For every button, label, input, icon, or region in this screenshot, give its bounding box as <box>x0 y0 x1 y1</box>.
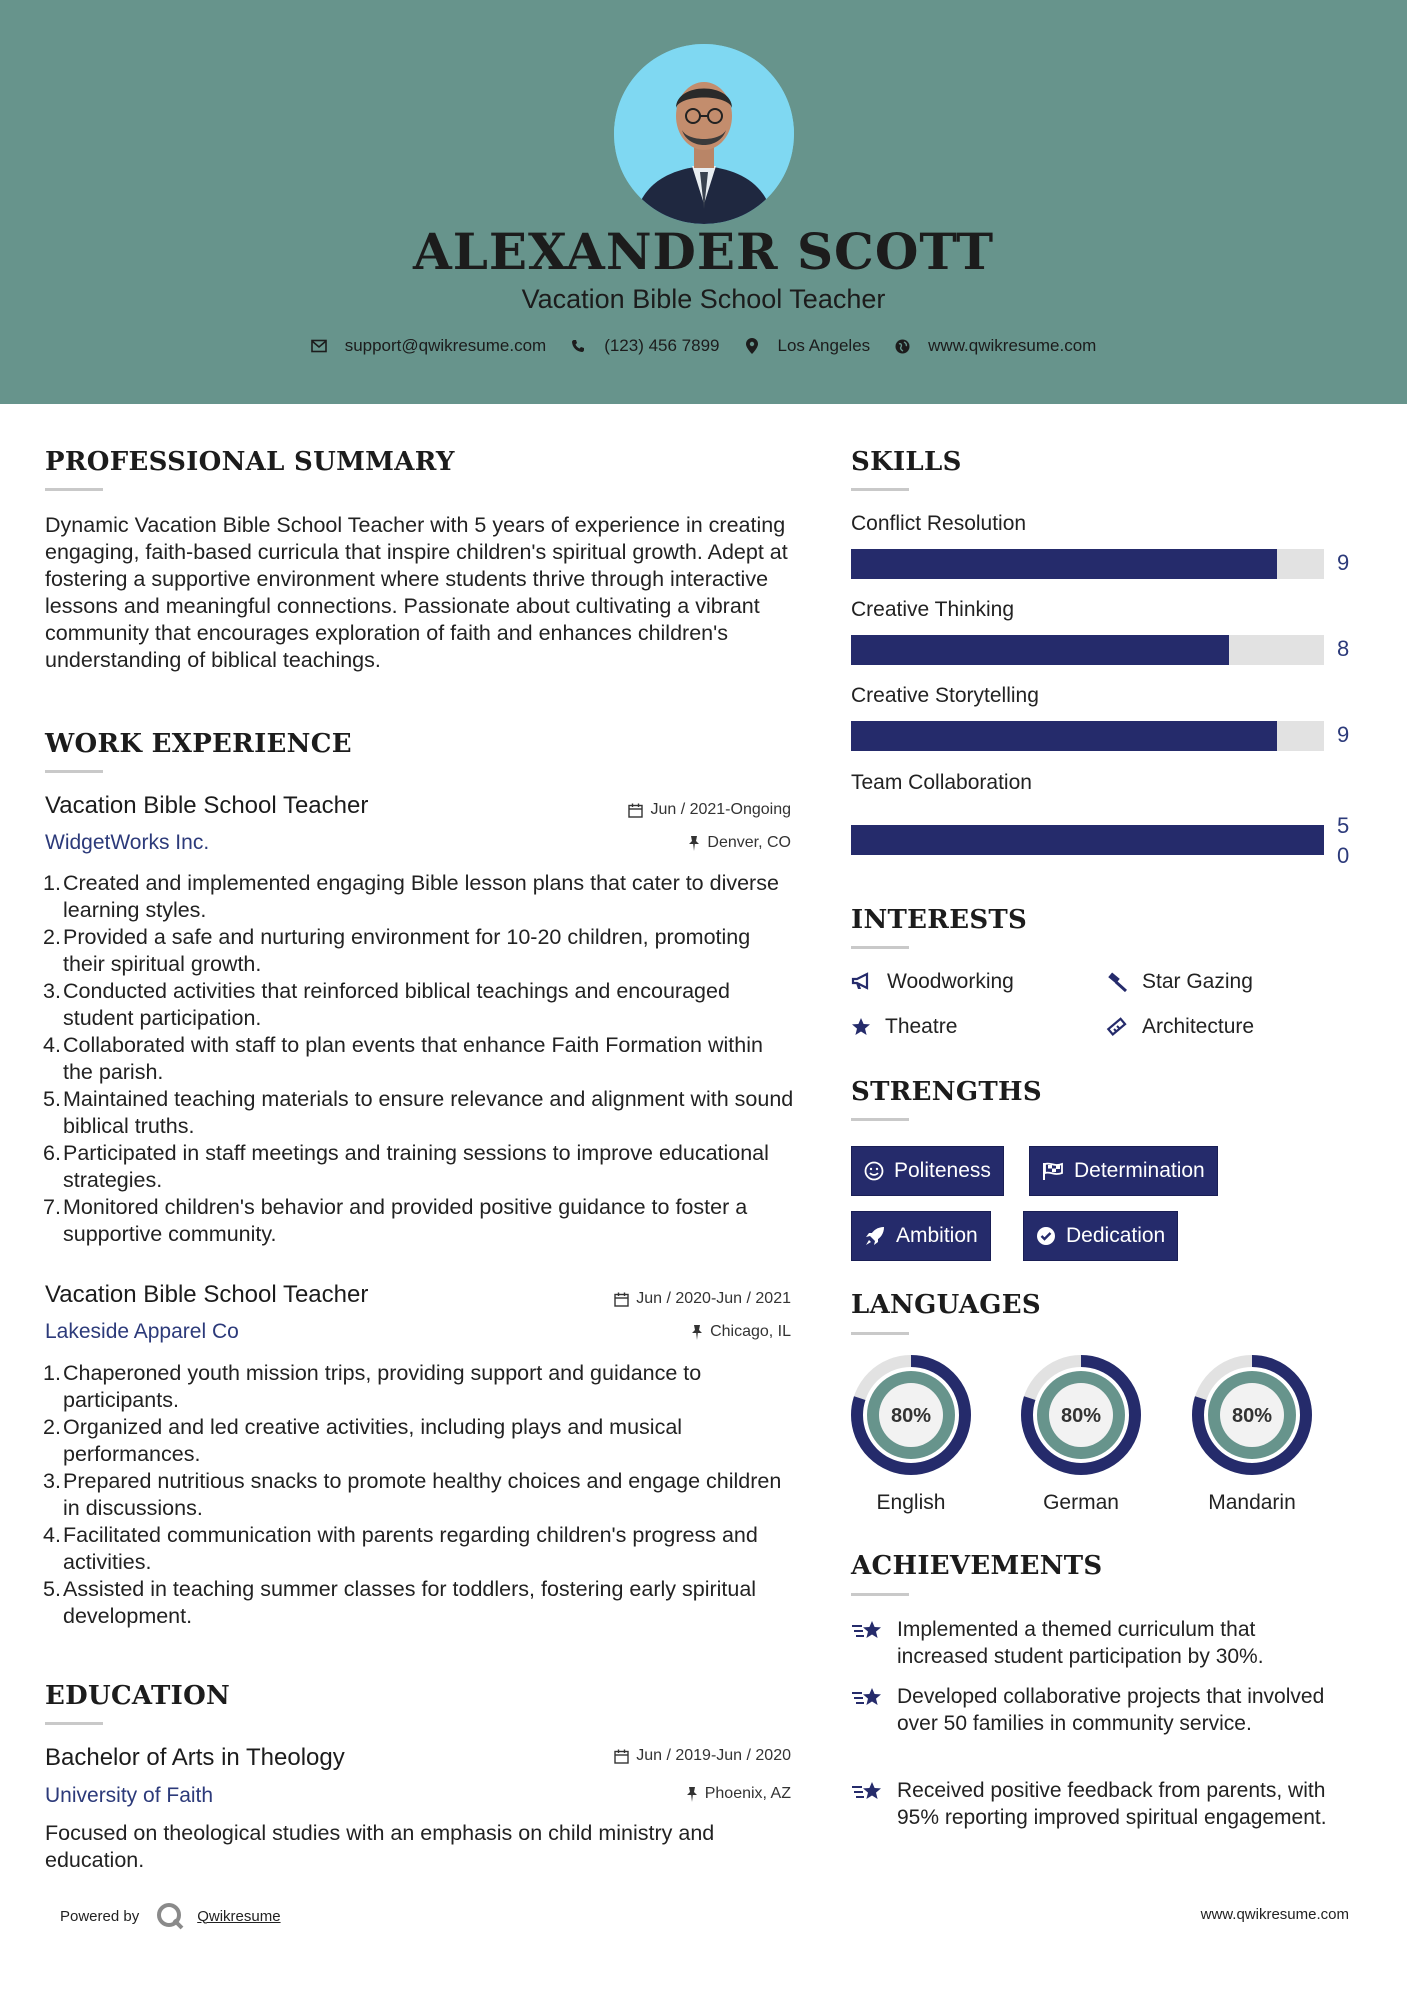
summary-underline <box>45 488 103 491</box>
education-description: Focused on theological studies with an emphasis on child ministry and education. <box>45 1821 715 1872</box>
qwikresume-link[interactable]: Qwikresume <box>197 1907 281 1925</box>
person-portrait-icon <box>614 44 794 224</box>
interest-label: Theatre <box>885 1015 958 1038</box>
qwikresume-logo-icon <box>155 1901 185 1931</box>
skill-value: 8 <box>1337 636 1350 661</box>
interest-item <box>851 1015 957 1039</box>
job-bullets <box>45 870 795 1248</box>
skill-bar-fill <box>851 549 1277 579</box>
achievement-item <box>851 1683 1341 1737</box>
job-location-text: Chicago, IL <box>710 1323 791 1340</box>
skill-bar-fill <box>851 721 1277 751</box>
list-item-text: Facilitated communication with parents regarding children's progress and activities. <box>63 1523 758 1574</box>
job-dates <box>500 801 791 819</box>
skill-bar <box>851 635 1324 665</box>
list-item-text: Chaperoned youth mission trips, providing support and guidance to participants. <box>63 1361 702 1412</box>
interest-item <box>1106 970 1253 994</box>
skill-bar-fill <box>851 635 1229 665</box>
language-percent: 80% <box>1231 1405 1273 1427</box>
achievements-heading: ACHIEVEMENTS <box>851 1551 1103 1581</box>
education-dates <box>500 1747 791 1765</box>
school-name[interactable]: University of Faith <box>45 1784 214 1807</box>
strength-tag <box>1029 1146 1218 1196</box>
language-ring <box>849 1353 973 1477</box>
list-item: 1. Chaperoned youth mission trips, providing support and guidance to participants. <box>45 1360 795 1414</box>
candidate-role: Vacation Bible School Teacher <box>521 284 886 314</box>
envelope-icon <box>311 338 327 354</box>
list-item-text: Prepared nutritious snacks to promote healthy choices and engage children in discussions. <box>63 1469 782 1520</box>
list-item-text: Monitored children's behavior and provided positive guidance to foster a supportive community. <box>63 1195 748 1246</box>
list-item: 5. Assisted in teaching summer classes for toddlers, fostering early spiritual development. <box>45 1576 795 1630</box>
candidate-name: ALEXANDER SCOTT <box>412 222 995 281</box>
strengths-heading: STRENGTHS <box>851 1077 1042 1107</box>
calendar-icon <box>614 1292 629 1307</box>
language-name: English <box>876 1491 946 1514</box>
contact-location-text: Los Angeles <box>777 336 871 355</box>
list-item: 7. Monitored children's behavior and provided positive guidance to foster a supportive community. <box>45 1194 795 1248</box>
achievements-underline <box>851 1593 909 1596</box>
pushpin-icon <box>691 1325 703 1340</box>
summary-heading: PROFESSIONAL SUMMARY <box>45 447 455 477</box>
interest-item <box>1106 1015 1254 1039</box>
interest-label: Architecture <box>1142 1015 1255 1038</box>
list-item-text: Organized and led creative activities, including plays and musical performances. <box>63 1415 683 1466</box>
pushpin-icon <box>688 836 700 851</box>
strength-label: Determination <box>1074 1159 1205 1182</box>
contact-website[interactable] <box>894 336 1096 356</box>
shooting-star-icon <box>851 1685 885 1711</box>
ruler-icon <box>1106 1017 1128 1037</box>
footer-powered-by <box>60 1901 281 1931</box>
language-name: Mandarin <box>1208 1491 1296 1514</box>
strength-tag <box>851 1146 1004 1196</box>
language-ring <box>1190 1353 1314 1477</box>
skill-label: Creative Thinking <box>851 598 1015 621</box>
smile-icon <box>864 1161 884 1181</box>
languages-heading: LANGUAGES <box>851 1290 1041 1320</box>
list-item-text: Maintained teaching materials to ensure relevance and alignment with sound biblical truths. <box>63 1087 794 1138</box>
skills-heading: SKILLS <box>851 447 962 477</box>
job-title: Vacation Bible School Teacher <box>45 792 369 819</box>
skill-bar <box>851 549 1324 579</box>
strengths-underline <box>851 1118 909 1121</box>
skill-bar <box>851 721 1324 751</box>
job-company[interactable]: Lakeside Apparel Co <box>45 1320 239 1343</box>
map-pin-icon <box>744 338 760 354</box>
contact-email[interactable] <box>311 336 547 356</box>
contact-location <box>744 336 871 356</box>
list-item: 5. Maintained teaching materials to ensure relevance and alignment with sound biblical truths. <box>43 1087 794 1138</box>
language-percent: 80% <box>890 1405 932 1427</box>
languages-underline <box>851 1332 909 1335</box>
interests-underline <box>851 946 909 949</box>
profile-photo <box>614 44 794 224</box>
check-circle-icon <box>1036 1226 1056 1246</box>
list-item: 4. Collaborated with staff to plan events that enhance Faith Formation within the parish. <box>45 1032 795 1086</box>
job-bullets <box>45 1360 795 1630</box>
pushpin-icon <box>686 1787 698 1802</box>
list-item-text: Conducted activities that reinforced biblical teachings and encouraged student participation. <box>63 979 730 1030</box>
job-location-text: Denver, CO <box>707 834 791 851</box>
language-item <box>1190 1353 1314 1515</box>
skill-value: 9 <box>1337 722 1350 747</box>
strength-label: Politeness <box>894 1159 991 1182</box>
strength-tag <box>851 1211 991 1261</box>
phone-icon <box>570 338 586 354</box>
job-location <box>500 1323 791 1341</box>
skill-bar-fill <box>851 825 1324 855</box>
list-item-text: Provided a safe and nurturing environment for 10-20 children, promoting their spiritual growth. <box>63 925 751 976</box>
summary-text: Dynamic Vacation Bible School Teacher with 5 years of experience in creating engaging, faith-based curricula that inspire children's spiritual growth. Adept at fostering a supportive environment where students thrive through interactive lessons and meaningful connections. Passionate about cultivating a vibrant community that encourages exploration of faith and enhances children's understanding of biblical teachings. <box>45 513 788 672</box>
job-dates-text: Jun / 2021-Ongoing <box>650 801 791 818</box>
skill-label: Team Collaboration <box>851 771 1032 794</box>
list-item: 1. Created and implemented engaging Bible lesson plans that cater to diverse learning styles. <box>45 870 795 924</box>
list-item: 6. Participated in staff meetings and training sessions to improve educational strategies. <box>45 1140 795 1194</box>
calendar-icon <box>628 803 643 818</box>
language-item <box>1019 1353 1143 1515</box>
language-name: German <box>1043 1491 1119 1514</box>
shooting-star-icon <box>851 1779 885 1805</box>
interest-label: Woodworking <box>887 970 1014 993</box>
contact-website-text: www.qwikresume.com <box>928 336 1097 355</box>
job-dates <box>500 1290 791 1308</box>
gavel-icon <box>1106 972 1128 992</box>
interests-heading: INTERESTS <box>851 905 1028 935</box>
contact-phone[interactable] <box>570 336 719 356</box>
megaphone-icon <box>851 972 873 992</box>
powered-by-label: Powered by <box>60 1907 140 1925</box>
contact-email-text: support@qwikresume.com <box>344 336 547 355</box>
globe-icon <box>894 338 910 354</box>
strength-label: Ambition <box>896 1224 978 1247</box>
list-item: 3. Prepared nutritious snacks to promote healthy choices and engage children in discussions. <box>45 1468 795 1522</box>
list-item: 3. Conducted activities that reinforced biblical teachings and encouraged student participation. <box>45 978 795 1032</box>
list-item-text: Created and implemented engaging Bible lesson plans that cater to diverse learning styles. <box>63 871 779 922</box>
footer-website[interactable]: www.qwikresume.com <box>1200 1906 1349 1923</box>
achievement-text: Received positive feedback from parents, with 95% reporting improved spiritual engagement. <box>897 1779 1327 1829</box>
checkered-flag-icon <box>1042 1161 1064 1181</box>
skills-underline <box>851 488 909 491</box>
shooting-star-icon <box>851 1618 885 1644</box>
language-item <box>849 1353 973 1515</box>
skill-label: Conflict Resolution <box>851 512 1027 535</box>
strength-label: Dedication <box>1066 1224 1166 1247</box>
job-title: Vacation Bible School Teacher <box>45 1281 369 1308</box>
achievement-text: Implemented a themed curriculum that increased student participation by 30%. <box>897 1618 1264 1668</box>
language-percent: 80% <box>1060 1405 1102 1427</box>
education-location-text: Phoenix, AZ <box>704 1785 791 1802</box>
education-location <box>500 1785 791 1803</box>
strength-tag <box>1023 1211 1178 1261</box>
job-location <box>500 834 791 852</box>
list-item-text: Assisted in teaching summer classes for toddlers, fostering early spiritual development. <box>63 1577 757 1628</box>
education-dates-text: Jun / 2019-Jun / 2020 <box>636 1747 791 1764</box>
skill-value: 50 <box>1337 813 1350 868</box>
rocket-icon <box>864 1225 886 1247</box>
language-ring <box>1019 1353 1143 1477</box>
job-dates-text: Jun / 2020-Jun / 2021 <box>636 1290 791 1307</box>
experience-underline <box>45 770 103 773</box>
achievement-item <box>851 1777 1341 1831</box>
star-icon <box>851 1017 871 1037</box>
skill-value: 9 <box>1337 550 1350 575</box>
degree-title: Bachelor of Arts in Theology <box>45 1744 345 1771</box>
list-item: 2. Provided a safe and nurturing environment for 10-20 children, promoting their spiritual growth. <box>45 924 795 978</box>
list-item: 4. Facilitated communication with parents regarding children's progress and activities. <box>45 1522 795 1576</box>
list-item: 2. Organized and led creative activities, including plays and musical performances. <box>45 1414 795 1468</box>
achievement-text: Developed collaborative projects that involved over 50 families in community service. <box>897 1685 1325 1735</box>
skill-label: Creative Storytelling <box>851 684 1039 707</box>
skill-bar <box>851 825 1324 855</box>
experience-heading: WORK EXPERIENCE <box>45 729 352 759</box>
interest-label: Star Gazing <box>1142 970 1253 993</box>
job-company[interactable]: WidgetWorks Inc. <box>45 831 210 854</box>
list-item-text: Collaborated with staff to plan events that enhance Faith Formation within the parish. <box>63 1033 763 1084</box>
calendar-icon <box>614 1749 629 1764</box>
interest-item <box>851 970 1014 994</box>
education-underline <box>45 1722 103 1725</box>
contact-phone-text: (123) 456 7899 <box>604 336 720 355</box>
header-banner <box>0 0 1407 404</box>
education-heading: EDUCATION <box>45 1681 231 1711</box>
achievement-item <box>851 1616 1341 1670</box>
list-item-text: Participated in staff meetings and training sessions to improve educational strategies. <box>63 1141 769 1192</box>
contact-bar <box>0 336 1407 356</box>
